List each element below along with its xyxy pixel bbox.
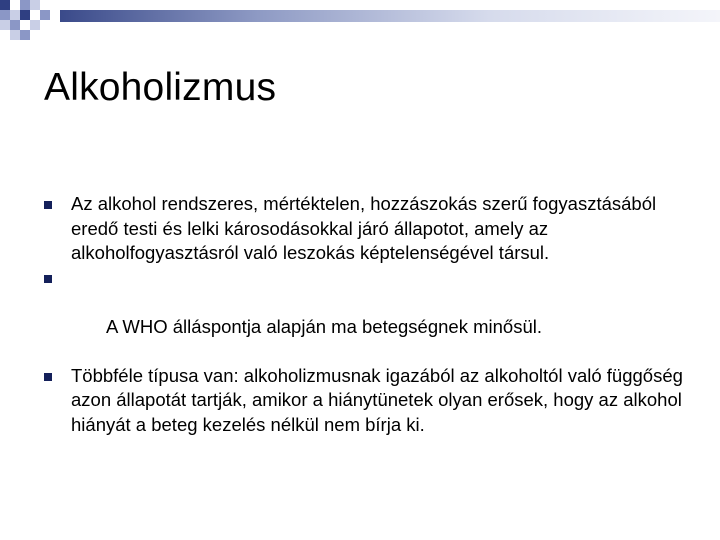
slide-title: Alkoholizmus	[44, 66, 277, 109]
square-bullet-icon	[44, 275, 52, 283]
square-bullet-icon	[44, 373, 52, 381]
bullet-text: Többféle típusa van: alkoholizmusnak igazából az alkoholtól való függőség azon állapotát tartják, amikor a hiánytünetek olyan erősek, hogy az alkohol hiányát a beteg kezelés nélkül nem bírja ki.	[71, 364, 683, 435]
square-bullet-icon	[44, 201, 52, 209]
bullet-list	[44, 192, 684, 437]
bullet-item	[44, 364, 684, 438]
header-gradient-band	[60, 10, 720, 22]
bullet-item	[44, 266, 684, 364]
bullet-item	[44, 192, 684, 266]
bullet-text: Az alkohol rendszeres, mértéktelen, hozzászokás szerű fogyasztásából eredő testi és lelki károsodásokkal járó állapotot, amely az alkoholfogyasztásról való leszokás képtelenségével társul.	[71, 193, 657, 263]
bullet-text: A WHO álláspontja alapján ma betegségnek minősül.	[101, 315, 542, 337]
